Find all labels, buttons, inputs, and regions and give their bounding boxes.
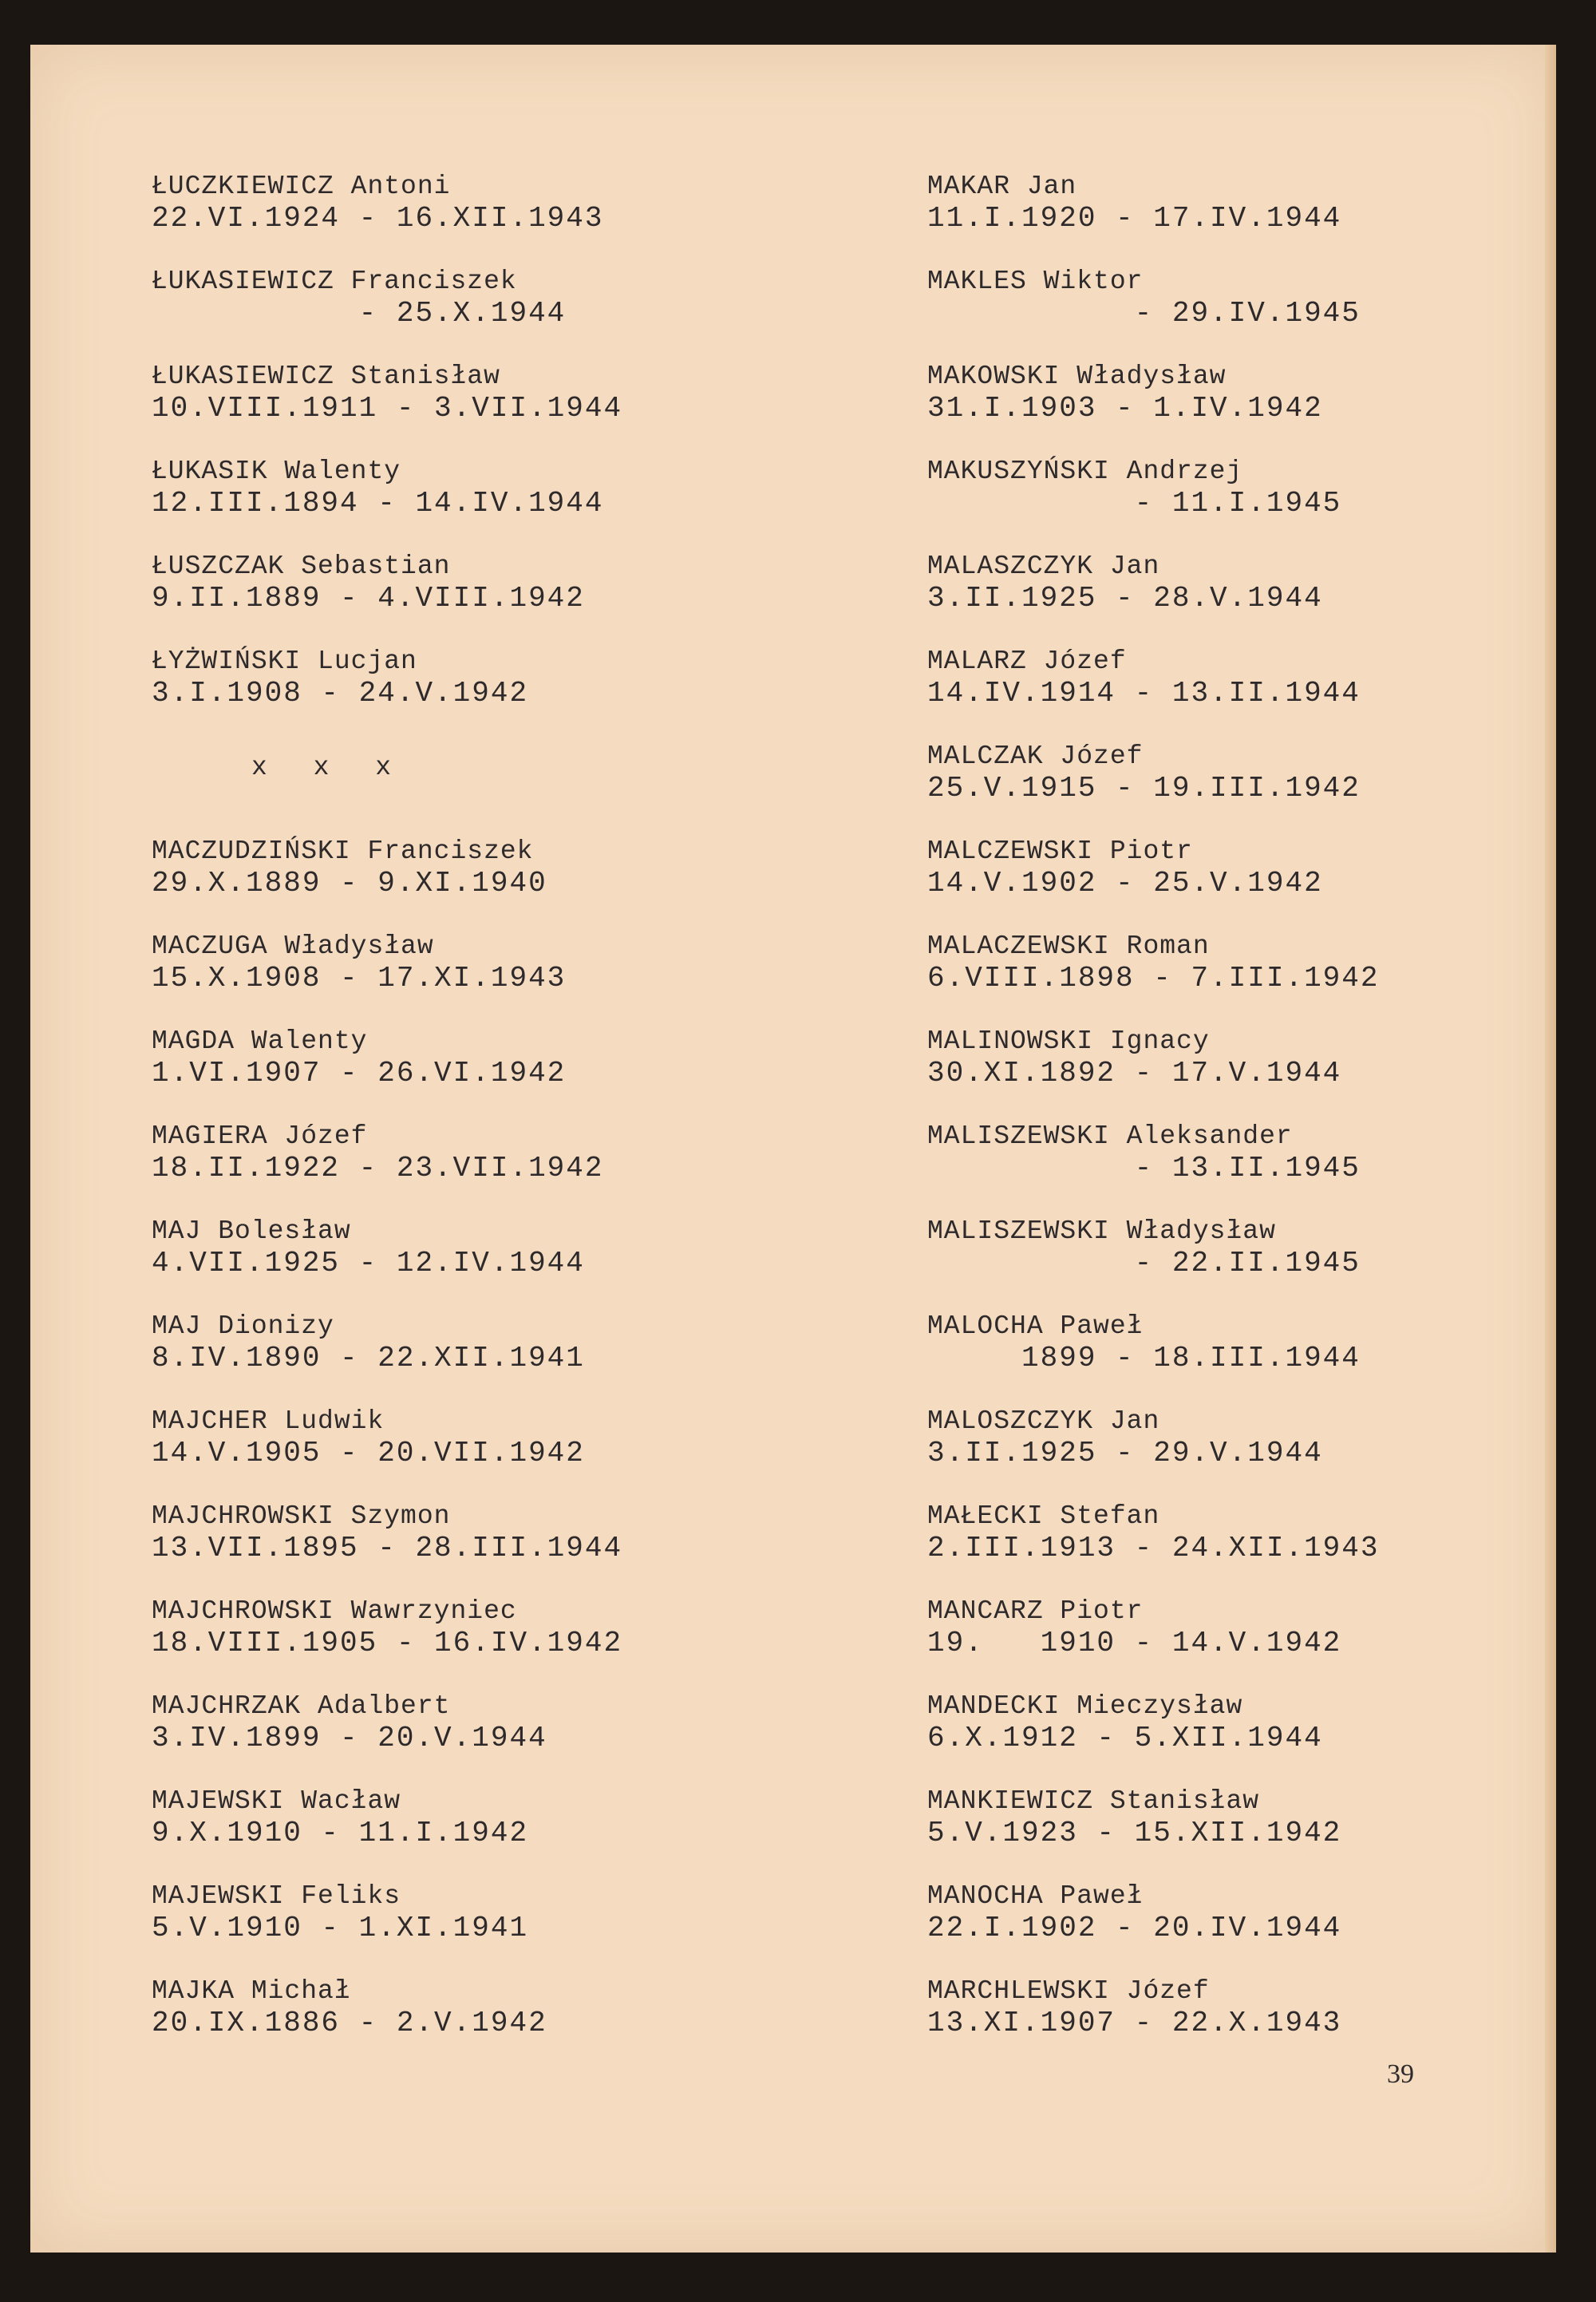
life-dates: 3.IV.1899 - 20.V.1944: [152, 1722, 547, 1754]
list-item: [927, 931, 1596, 1026]
life-dates: 13.VII.1895 - 28.III.1944: [152, 1532, 623, 1564]
life-dates: 1.VI.1907 - 26.VI.1942: [152, 1057, 567, 1090]
list-item: [927, 646, 1596, 741]
list-item: [152, 836, 838, 931]
person-name: MALISZEWSKI Aleksander: [927, 1121, 1293, 1151]
life-dates: 22.VI.1924 - 16.XII.1943: [152, 202, 604, 235]
person-name: MAGIERA Józef: [152, 1121, 368, 1151]
person-name: MAGDA Walenty: [152, 1026, 368, 1056]
left-column: [152, 171, 838, 2071]
life-dates: 4.VII.1925 - 12.IV.1944: [152, 1247, 585, 1280]
person-name: MARCHLEWSKI Józef: [927, 1976, 1210, 2006]
person-name: ŁUCZKIEWICZ Antoni: [152, 172, 451, 201]
life-dates: 8.IV.1890 - 22.XII.1941: [152, 1342, 585, 1374]
person-name: MANCARZ Piotr: [927, 1596, 1144, 1626]
life-dates: 30.XI.1892 - 17.V.1944: [927, 1057, 1342, 1090]
life-dates: 25.V.1915 - 19.III.1942: [927, 772, 1361, 805]
person-name: MAKAR Jan: [927, 172, 1077, 201]
person-name: MALCZAK Józef: [927, 742, 1144, 771]
person-name: ŁUKASIK Walenty: [152, 457, 401, 486]
life-dates: 14.V.1905 - 20.VII.1942: [152, 1437, 585, 1469]
life-dates: 3.II.1925 - 28.V.1944: [927, 582, 1323, 615]
list-item: [152, 551, 838, 646]
person-name: MAJCHRZAK Adalbert: [152, 1691, 451, 1721]
life-dates: 9.II.1889 - 4.VIII.1942: [152, 582, 585, 615]
life-dates: 6.X.1912 - 5.XII.1944: [927, 1722, 1323, 1754]
life-dates: 14.IV.1914 - 13.II.1944: [927, 677, 1361, 710]
list-item: [152, 1501, 838, 1596]
life-dates: 3.I.1908 - 24.V.1942: [152, 677, 529, 710]
right-column: [927, 171, 1596, 2071]
life-dates: 6.VIII.1898 - 7.III.1942: [927, 962, 1380, 995]
list-item: [927, 836, 1596, 931]
life-dates: 31.I.1903 - 1.IV.1942: [927, 392, 1323, 425]
person-name: MANDECKI Mieczysław: [927, 1691, 1243, 1721]
person-name: MANKIEWICZ Stanisław: [927, 1786, 1260, 1816]
life-dates: 5.V.1910 - 1.XI.1941: [152, 1912, 529, 1944]
person-name: MALACZEWSKI Roman: [927, 931, 1210, 961]
list-item: [927, 1976, 1596, 2071]
list-item: [927, 456, 1596, 551]
list-item: [927, 1881, 1596, 1976]
list-item: [927, 1216, 1596, 1311]
list-item: [152, 1216, 838, 1311]
life-dates: - 13.II.1945: [927, 1152, 1361, 1185]
list-item: [152, 1691, 838, 1786]
person-name: MAJEWSKI Feliks: [152, 1881, 401, 1911]
list-item: [927, 266, 1596, 361]
life-dates: 5.V.1923 - 15.XII.1942: [927, 1817, 1342, 1849]
person-name: ŁYŻWIŃSKI Lucjan: [152, 647, 417, 676]
life-dates: - 11.I.1945: [927, 487, 1342, 520]
life-dates: 12.III.1894 - 14.IV.1944: [152, 487, 604, 520]
life-dates: 19. 1910 - 14.V.1942: [927, 1627, 1342, 1659]
life-dates: 14.V.1902 - 25.V.1942: [927, 867, 1323, 900]
list-item: [152, 1976, 838, 2071]
person-name: MAJ Bolesław: [152, 1216, 351, 1246]
list-item: [152, 1881, 838, 1976]
person-name: MAKOWSKI Władysław: [927, 362, 1227, 391]
list-item: [152, 1311, 838, 1406]
person-name: MAJCHROWSKI Szymon: [152, 1501, 451, 1531]
list-item: [927, 741, 1596, 836]
list-item: [152, 1406, 838, 1501]
page-number: 39: [1387, 2059, 1414, 2089]
list-item: [927, 1026, 1596, 1121]
life-dates: 15.X.1908 - 17.XI.1943: [152, 962, 567, 995]
person-name: MAJ Dionizy: [152, 1311, 334, 1341]
list-item: [927, 1596, 1596, 1691]
list-item: [927, 361, 1596, 456]
life-dates: 10.VIII.1911 - 3.VII.1944: [152, 392, 623, 425]
list-item: [927, 171, 1596, 266]
life-dates: - 25.X.1944: [152, 297, 567, 330]
life-dates: 9.X.1910 - 11.I.1942: [152, 1817, 529, 1849]
person-name: MALARZ Józef: [927, 647, 1127, 676]
person-name: MAŁECKI Stefan: [927, 1501, 1160, 1531]
list-item: [152, 266, 838, 361]
life-dates: 2.III.1913 - 24.XII.1943: [927, 1532, 1380, 1564]
person-name: MAJEWSKI Wacław: [152, 1786, 401, 1816]
person-name: MAJKA Michał: [152, 1976, 351, 2006]
life-dates: 18.II.1922 - 23.VII.1942: [152, 1152, 604, 1185]
list-item: [152, 1121, 838, 1216]
list-item: [152, 1596, 838, 1691]
life-dates: 11.I.1920 - 17.IV.1944: [927, 202, 1342, 235]
person-name: MALCZEWSKI Piotr: [927, 837, 1193, 866]
person-name: ŁUKASIEWICZ Franciszek: [152, 267, 517, 296]
person-name: MAJCHROWSKI Wawrzyniec: [152, 1596, 517, 1626]
life-dates: 3.II.1925 - 29.V.1944: [927, 1437, 1323, 1469]
list-item: [152, 931, 838, 1026]
list-item: [152, 361, 838, 456]
person-name: MALOSZCZYK Jan: [927, 1406, 1160, 1436]
life-dates: 20.IX.1886 - 2.V.1942: [152, 2007, 547, 2039]
life-dates: 29.X.1889 - 9.XI.1940: [152, 867, 547, 900]
list-item: [927, 1121, 1596, 1216]
life-dates: 13.XI.1907 - 22.X.1943: [927, 2007, 1342, 2039]
person-name: MACZUGA Władysław: [152, 931, 434, 961]
list-item: [927, 1786, 1596, 1881]
person-name: MAJCHER Ludwik: [152, 1406, 385, 1436]
list-item: [152, 1786, 838, 1881]
person-name: MALASZCZYK Jan: [927, 552, 1160, 581]
person-name: MAKLES Wiktor: [927, 267, 1144, 296]
section-separator: x x x: [251, 753, 392, 782]
list-item: [152, 646, 838, 741]
person-name: MANOCHA Paweł: [927, 1881, 1144, 1911]
person-name: MALINOWSKI Ignacy: [927, 1026, 1210, 1056]
life-dates: 18.VIII.1905 - 16.IV.1942: [152, 1627, 623, 1659]
life-dates: - 29.IV.1945: [927, 297, 1361, 330]
list-item: [927, 1501, 1596, 1596]
person-name: ŁUKASIEWICZ Stanisław: [152, 362, 500, 391]
person-name: MALISZEWSKI Władysław: [927, 1216, 1276, 1246]
list-item: [152, 456, 838, 551]
person-name: MALOCHA Paweł: [927, 1311, 1144, 1341]
life-dates: 22.I.1902 - 20.IV.1944: [927, 1912, 1342, 1944]
list-item: [927, 1311, 1596, 1406]
list-item: [152, 1026, 838, 1121]
life-dates: 1899 - 18.III.1944: [927, 1342, 1361, 1374]
person-name: MAKUSZYŃSKI Andrzej: [927, 457, 1243, 486]
person-name: MACZUDZIŃSKI Franciszek: [152, 837, 534, 866]
list-item: [927, 551, 1596, 646]
list-item: [927, 1406, 1596, 1501]
list-item: [927, 1691, 1596, 1786]
life-dates: - 22.II.1945: [927, 1247, 1361, 1280]
person-name: ŁUSZCZAK Sebastian: [152, 552, 451, 581]
list-item: [152, 171, 838, 266]
